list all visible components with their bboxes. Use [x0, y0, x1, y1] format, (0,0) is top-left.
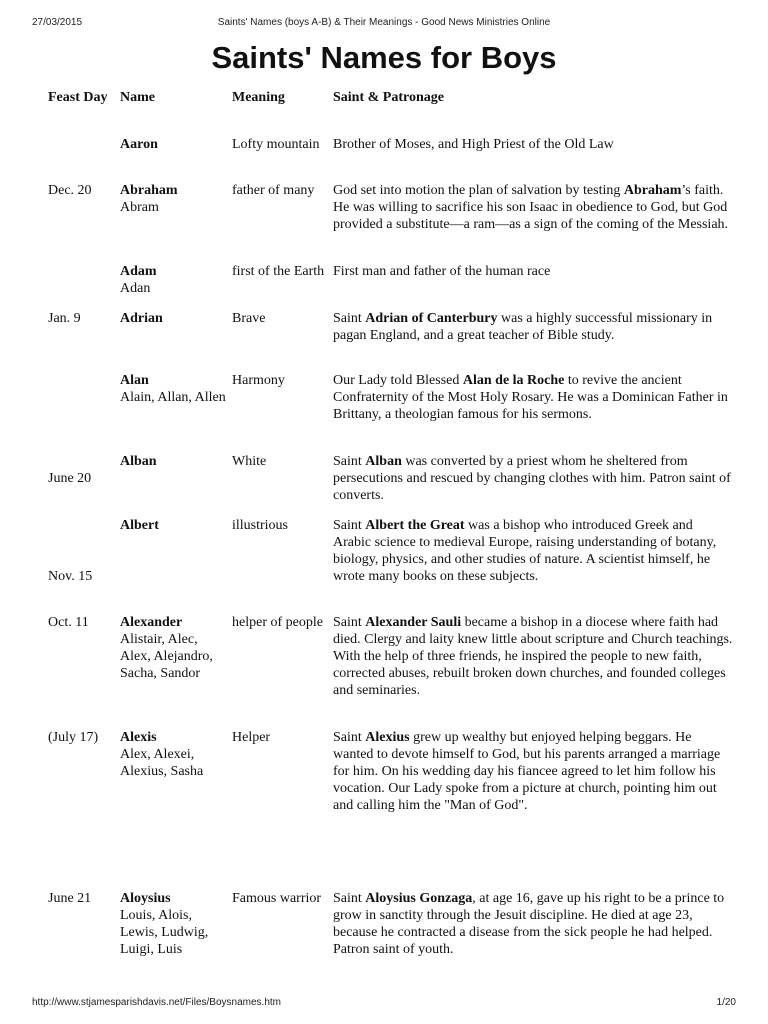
meaning: Harmony	[232, 373, 285, 388]
name-cell	[120, 263, 230, 297]
header-title: Saints' Names (boys A-B) & Their Meanings - Good News Ministries Online	[217, 17, 551, 28]
saint-description: Saint Adrian of Canterbury was a highly successful missionary in pagan England, and a great teacher of Bible study.	[333, 311, 713, 343]
name-cell	[120, 182, 230, 216]
saint-description: Saint Alexius grew up wealthy but enjoyed helping beggars. He wanted to devote himself to God, but his parents arranged a marriage for him. On his wedding day his fiancee agreed to let him follow his vocation. Our Lady spoke from a picture at church, pointing him out and calling him the "Man of God".	[333, 730, 721, 813]
name-cell	[120, 136, 230, 153]
feast-day: Dec. 20	[48, 183, 92, 198]
saint-description: Saint Aloysius Gonzaga, at age 16, gave up his right to be a prince to grow in sanctity through the Jesuit discipline. He died at age 23, because he contracted a disease from the sick people he had helped. Patron saint of youth.	[333, 891, 725, 957]
meaning: first of the Earth	[232, 264, 325, 279]
feast-day: Nov. 15	[48, 569, 93, 584]
saint-description: Saint Albert the Great was a bishop who introduced Greek and Arabic science to medieval Europe, raising understanding of botany, biology, physics, and other studies of nature. A scientist himself, he wrote many books on these subjects.	[333, 518, 717, 584]
name-cell	[120, 453, 230, 470]
alternate-names: Louis, Alois, Lewis, Ludwig, Luigi, Luis	[120, 908, 209, 957]
meaning: Brave	[232, 311, 266, 326]
meaning: Famous warrior	[232, 891, 322, 906]
column-header-feast-day: Feast Day	[48, 90, 108, 105]
meaning: Helper	[232, 730, 271, 745]
name-cell	[120, 310, 230, 327]
saint-description: Saint Alban was converted by a priest whom he sheltered from persecutions and rescued by changing clothes with him. Patron saint of converts.	[333, 454, 731, 503]
saint-name: Aaron	[120, 137, 158, 152]
name-cell	[120, 729, 230, 780]
saint-name: Alan	[120, 373, 149, 388]
meaning: Lofty mountain	[232, 137, 320, 152]
page-number: 1/20	[716, 997, 736, 1008]
header-date: 27/03/2015	[32, 17, 83, 28]
saint-description: Brother of Moses, and High Priest of the Old Law	[333, 137, 614, 152]
saint-description: Our Lady told Blessed Alan de la Roche to revive the ancient Confraternity of the Most Holy Rosary. He was a Dominican Father in Brittany, a theologian famous for his sermons.	[333, 373, 728, 422]
alternate-names: Alain, Allan, Allen	[120, 390, 226, 405]
meaning: illustrious	[232, 518, 289, 533]
name-cell	[120, 614, 230, 682]
name-cell	[120, 372, 230, 406]
meaning: helper of people	[232, 615, 323, 630]
saint-name: Abraham	[120, 183, 178, 198]
saint-name: Adam	[120, 264, 157, 279]
saint-name: Albert	[120, 518, 159, 533]
column-header-name: Name	[120, 90, 155, 105]
meaning: White	[232, 454, 267, 469]
saint-description: Saint Alexander Sauli became a bishop in a diocese where faith had died. Clergy and laity knew little about scripture and Church teachings. With the help of three friends, he inspired the people to new faith, corrected abuses, rebuilt broken down churches, and founded colleges and seminaries.	[333, 615, 733, 698]
saint-description: God set into motion the plan of salvation by testing Abraham’s faith. He was willing to sacrifice his son Isaac in obedience to God, but God provided a substitute—a ram—as a sign of the coming of the Messiah.	[333, 183, 729, 232]
column-header-saint: Saint & Patronage	[333, 90, 444, 105]
page-title: Saints' Names for Boys	[211, 40, 557, 75]
saint-name: Adrian	[120, 311, 163, 326]
meaning: father of many	[232, 183, 315, 198]
saint-name: Alexis	[120, 730, 157, 745]
feast-day: June 21	[48, 891, 92, 906]
footer-url: http://www.stjamesparishdavis.net/Files/Boysnames.htm	[32, 997, 281, 1008]
saint-description: First man and father of the human race	[333, 264, 551, 279]
saint-name: Alban	[120, 454, 157, 469]
name-cell	[120, 517, 230, 534]
alternate-names: Adan	[120, 281, 151, 296]
feast-day: Oct. 11	[48, 615, 89, 630]
saint-name: Alexander	[120, 615, 183, 630]
feast-day: Jan. 9	[48, 311, 81, 326]
alternate-names: Abram	[120, 200, 159, 215]
feast-day: (July 17)	[48, 730, 99, 745]
name-cell	[120, 890, 230, 958]
saint-name: Aloysius	[120, 891, 171, 906]
feast-day: June 20	[48, 471, 92, 486]
column-header-meaning: Meaning	[232, 90, 285, 105]
alternate-names: Alistair, Alec, Alex, Alejandro, Sacha, Sandor	[120, 632, 213, 681]
alternate-names: Alex, Alexei, Alexius, Sasha	[120, 747, 204, 779]
